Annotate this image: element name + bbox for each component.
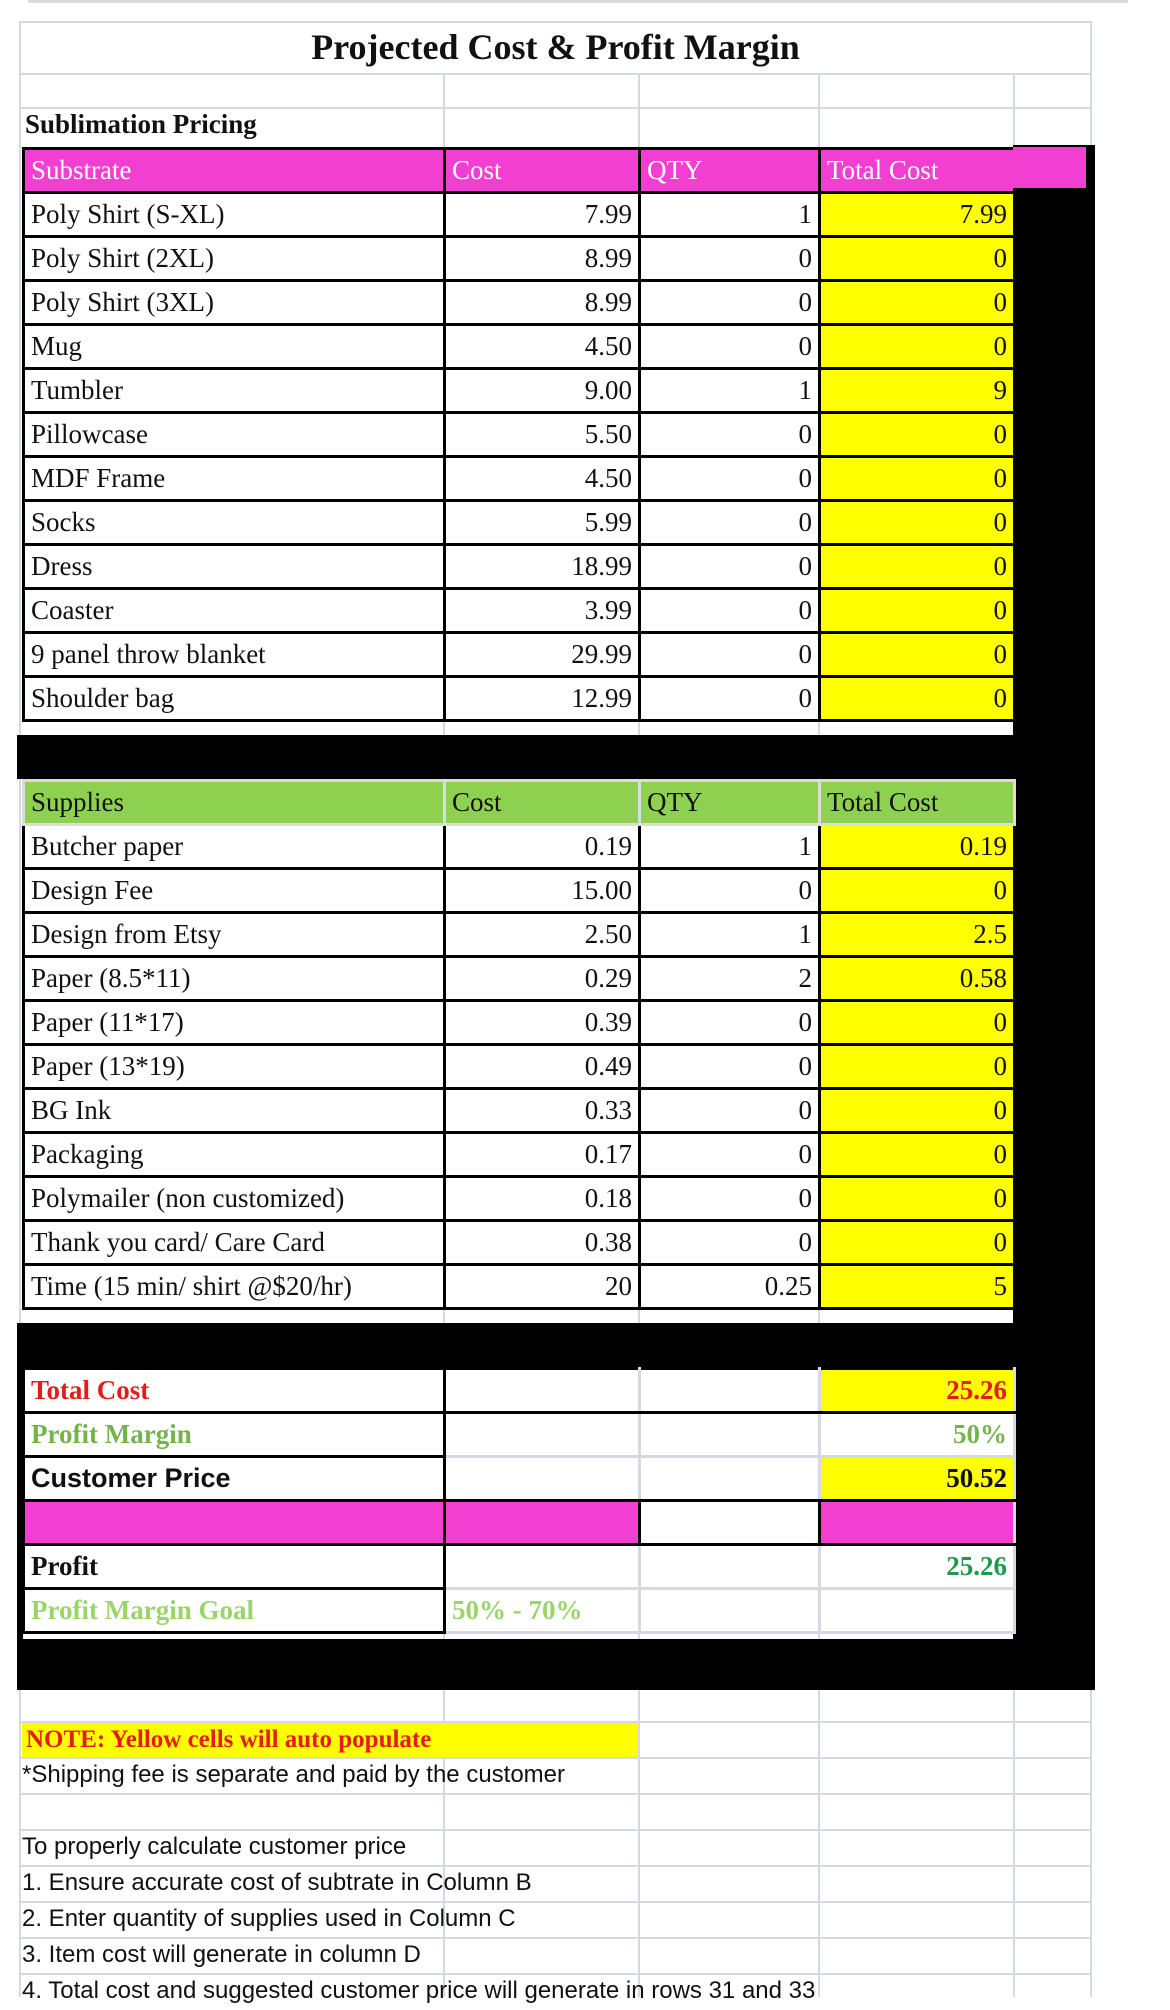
substrate-qty-cell[interactable]: 0 [640, 237, 820, 281]
empty-cell [640, 1369, 820, 1413]
empty-cell [640, 1413, 820, 1457]
supply-row [24, 913, 1015, 957]
supply-total-cell[interactable]: 2.5 [820, 913, 1015, 957]
supply-qty-cell[interactable]: 0 [640, 1221, 820, 1265]
grid-line [19, 1793, 1092, 1795]
substrate-qty-cell[interactable]: 0 [640, 413, 820, 457]
substrate-row [24, 325, 1015, 369]
substrate-total-cell[interactable]: 0 [820, 501, 1015, 545]
substrate-row [24, 589, 1015, 633]
substrate-name-cell: Dress [24, 545, 445, 589]
supply-row [24, 1221, 1015, 1265]
substrate-total-cell[interactable]: 0 [820, 545, 1015, 589]
substrate-row [24, 677, 1015, 721]
substrate-total-cell[interactable]: 7.99 [820, 193, 1015, 237]
supplies-header-cost: Cost [445, 781, 640, 825]
supplies-table [22, 779, 1016, 1310]
supply-qty-cell[interactable]: 0 [640, 1045, 820, 1089]
total-cost-value[interactable]: 25.26 [820, 1369, 1015, 1413]
supply-row [24, 1177, 1015, 1221]
supply-name-cell: Thank you card/ Care Card [24, 1221, 445, 1265]
profit-margin-row [24, 1413, 1015, 1457]
substrate-row [24, 413, 1015, 457]
substrate-total-cell[interactable]: 0 [820, 281, 1015, 325]
substrate-total-cell[interactable]: 0 [820, 413, 1015, 457]
black-separator-row [17, 1323, 1095, 1367]
supply-row [24, 869, 1015, 913]
substrate-total-cell[interactable]: 0 [820, 677, 1015, 721]
substrate-row [24, 237, 1015, 281]
substrate-header-qty: QTY [640, 149, 820, 193]
substrate-total-cell[interactable]: 0 [820, 457, 1015, 501]
supply-total-cell[interactable]: 0.58 [820, 957, 1015, 1001]
supply-total-cell[interactable]: 0 [820, 869, 1015, 913]
profit-margin-goal-value[interactable]: 50% - 70% [445, 1589, 640, 1633]
substrate-header-total: Total Cost [820, 149, 1015, 193]
pink-header-extension [1013, 147, 1086, 188]
empty-cell [445, 1545, 640, 1589]
substrate-row [24, 457, 1015, 501]
empty-cell [820, 1589, 1015, 1633]
supply-total-cell[interactable]: 0 [820, 1089, 1015, 1133]
supply-name-cell: Paper (11*17) [24, 1001, 445, 1045]
supply-name-cell: Butcher paper [24, 825, 445, 869]
empty-cell [640, 1589, 820, 1633]
substrate-cost-cell[interactable]: 9.00 [445, 369, 640, 413]
instruction-step: 2. Enter quantity of supplies used in Column C [22, 1905, 516, 1932]
substrate-header-name: Substrate [24, 149, 445, 193]
supply-row [24, 1133, 1015, 1177]
substrate-qty-cell[interactable]: 0 [640, 325, 820, 369]
supply-cost-cell[interactable]: 0.18 [445, 1177, 640, 1221]
supply-row [24, 1089, 1015, 1133]
grid-line [19, 21, 21, 1997]
pink-spacer-cell [820, 1501, 1015, 1545]
supply-row [24, 957, 1015, 1001]
black-separator-row [17, 735, 1095, 779]
substrate-cost-cell[interactable]: 5.99 [445, 501, 640, 545]
substrate-table-body [24, 149, 1015, 721]
supply-cost-cell[interactable]: 0.33 [445, 1089, 640, 1133]
substrate-name-cell: Poly Shirt (3XL) [24, 281, 445, 325]
supply-name-cell: Paper (8.5*11) [24, 957, 445, 1001]
supply-qty-cell[interactable]: 0 [640, 869, 820, 913]
instruction-step: 4. Total cost and suggested customer price will generate in rows 31 and 33 [22, 1977, 816, 2004]
substrate-name-cell: Mug [24, 325, 445, 369]
supply-qty-cell[interactable]: 0 [640, 1089, 820, 1133]
supply-row [24, 1001, 1015, 1045]
black-separator-row [17, 1639, 1095, 1690]
supply-cost-cell[interactable]: 0.17 [445, 1133, 640, 1177]
substrate-cost-cell[interactable]: 29.99 [445, 633, 640, 677]
supply-row [24, 825, 1015, 869]
total-cost-label: Total Cost [24, 1369, 445, 1413]
supply-row [24, 1265, 1015, 1309]
supply-name-cell: Paper (13*19) [24, 1045, 445, 1089]
customer-price-label: Customer Price [24, 1457, 445, 1501]
supply-name-cell: BG Ink [24, 1089, 445, 1133]
profit-row [24, 1545, 1015, 1589]
substrate-name-cell: 9 panel throw blanket [24, 633, 445, 677]
pink-spacer-row [24, 1501, 1015, 1545]
supply-qty-cell[interactable]: 0 [640, 1001, 820, 1045]
supply-total-cell[interactable]: 0 [820, 1001, 1015, 1045]
substrate-row [24, 193, 1015, 237]
substrate-cost-cell[interactable]: 4.50 [445, 457, 640, 501]
substrate-cost-cell[interactable]: 8.99 [445, 237, 640, 281]
substrate-name-cell: Socks [24, 501, 445, 545]
supplies-table-body [24, 781, 1015, 1309]
supply-total-cell[interactable]: 5 [820, 1265, 1015, 1309]
substrate-header-cost: Cost [445, 149, 640, 193]
substrate-total-cell[interactable]: 0 [820, 237, 1015, 281]
empty-cell [640, 1545, 820, 1589]
substrate-total-cell[interactable]: 9 [820, 369, 1015, 413]
supply-total-cell[interactable]: 0.19 [820, 825, 1015, 869]
substrate-name-cell: Pillowcase [24, 413, 445, 457]
supply-qty-cell[interactable]: 1 [640, 913, 820, 957]
substrate-qty-cell[interactable]: 0 [640, 281, 820, 325]
substrate-name-cell: Coaster [24, 589, 445, 633]
substrate-cost-cell[interactable]: 4.50 [445, 325, 640, 369]
substrate-qty-cell[interactable]: 0 [640, 501, 820, 545]
supply-cost-cell[interactable]: 0.49 [445, 1045, 640, 1089]
auto-populate-note: NOTE: Yellow cells will auto populate [22, 1723, 638, 1757]
substrate-row [24, 633, 1015, 677]
shipping-note: *Shipping fee is separate and paid by the customer [22, 1761, 566, 1788]
profit-value[interactable]: 25.26 [820, 1545, 1015, 1589]
page-title: Projected Cost & Profit Margin [311, 27, 800, 67]
empty-cell [445, 1457, 640, 1501]
substrate-name-cell: Poly Shirt (S-XL) [24, 193, 445, 237]
substrate-cost-cell[interactable]: 8.99 [445, 281, 640, 325]
substrate-qty-cell[interactable]: 1 [640, 369, 820, 413]
pink-spacer-cell [24, 1501, 445, 1545]
substrate-cost-cell[interactable]: 12.99 [445, 677, 640, 721]
empty-cell [640, 1501, 820, 1545]
substrate-row [24, 545, 1015, 589]
customer-price-row [24, 1457, 1015, 1501]
profit-margin-goal-label: Profit Margin Goal [24, 1589, 445, 1633]
substrate-table [22, 147, 1016, 722]
empty-cell [445, 1413, 640, 1457]
substrate-name-cell: MDF Frame [24, 457, 445, 501]
black-fill-right [1013, 145, 1095, 1690]
grid-line [19, 73, 1092, 75]
substrate-name-cell: Poly Shirt (2XL) [24, 237, 445, 281]
substrate-header-row [24, 149, 1015, 193]
substrate-total-cell[interactable]: 0 [820, 633, 1015, 677]
supply-total-cell[interactable]: 0 [820, 1133, 1015, 1177]
supply-name-cell: Polymailer (non customized) [24, 1177, 445, 1221]
empty-cell [445, 1369, 640, 1413]
supply-name-cell: Design Fee [24, 869, 445, 913]
supply-qty-cell[interactable]: 0.25 [640, 1265, 820, 1309]
substrate-row [24, 501, 1015, 545]
supply-name-cell: Time (15 min/ shirt @$20/hr) [24, 1265, 445, 1309]
substrate-total-cell[interactable]: 0 [820, 325, 1015, 369]
instructions-heading: To properly calculate customer price [22, 1833, 407, 1860]
section-title: Sublimation Pricing [25, 109, 257, 139]
substrate-cost-cell[interactable]: 7.99 [445, 193, 640, 237]
supplies-header-qty: QTY [640, 781, 820, 825]
substrate-qty-cell[interactable]: 0 [640, 457, 820, 501]
supply-cost-cell[interactable]: 0.19 [445, 825, 640, 869]
supply-total-cell[interactable]: 0 [820, 1221, 1015, 1265]
substrate-qty-cell[interactable]: 1 [640, 193, 820, 237]
supply-total-cell[interactable]: 0 [820, 1177, 1015, 1221]
profit-margin-label: Profit Margin [24, 1413, 445, 1457]
supply-cost-cell[interactable]: 2.50 [445, 913, 640, 957]
substrate-cost-cell[interactable]: 5.50 [445, 413, 640, 457]
substrate-qty-cell[interactable]: 0 [640, 677, 820, 721]
supply-cost-cell[interactable]: 0.39 [445, 1001, 640, 1045]
pink-spacer-cell [445, 1501, 640, 1545]
supply-cost-cell[interactable]: 15.00 [445, 869, 640, 913]
supply-row [24, 1045, 1015, 1089]
supply-name-cell: Design from Etsy [24, 913, 445, 957]
substrate-name-cell: Shoulder bag [24, 677, 445, 721]
supply-qty-cell[interactable]: 1 [640, 825, 820, 869]
substrate-row [24, 369, 1015, 413]
substrate-cost-cell[interactable]: 18.99 [445, 545, 640, 589]
supplies-header-total: Total Cost [820, 781, 1015, 825]
supply-qty-cell[interactable]: 2 [640, 957, 820, 1001]
substrate-row [24, 281, 1015, 325]
top-divider [28, 0, 1128, 3]
supply-name-cell: Packaging [24, 1133, 445, 1177]
supply-cost-cell[interactable]: 0.38 [445, 1221, 640, 1265]
substrate-name-cell: Tumbler [24, 369, 445, 413]
substrate-qty-cell[interactable]: 0 [640, 633, 820, 677]
empty-cell [640, 1457, 820, 1501]
supply-qty-cell[interactable]: 0 [640, 1133, 820, 1177]
supplies-header-row [24, 781, 1015, 825]
instruction-step: 3. Item cost will generate in column D [22, 1941, 421, 1968]
customer-price-value[interactable]: 50.52 [820, 1457, 1015, 1501]
supply-cost-cell[interactable]: 0.29 [445, 957, 640, 1001]
summary-table [22, 1367, 1016, 1634]
substrate-qty-cell[interactable]: 0 [640, 589, 820, 633]
instruction-step: 1. Ensure accurate cost of subtrate in Column B [22, 1869, 532, 1896]
substrate-total-cell[interactable]: 0 [820, 589, 1015, 633]
substrate-cost-cell[interactable]: 3.99 [445, 589, 640, 633]
substrate-qty-cell[interactable]: 0 [640, 545, 820, 589]
total-cost-row [24, 1369, 1015, 1413]
supply-cost-cell[interactable]: 20 [445, 1265, 640, 1309]
profit-label: Profit [24, 1545, 445, 1589]
profit-margin-value[interactable]: 50% [820, 1413, 1015, 1457]
supply-total-cell[interactable]: 0 [820, 1045, 1015, 1089]
profit-margin-goal-row [24, 1589, 1015, 1633]
supply-qty-cell[interactable]: 0 [640, 1177, 820, 1221]
supplies-header-name: Supplies [24, 781, 445, 825]
